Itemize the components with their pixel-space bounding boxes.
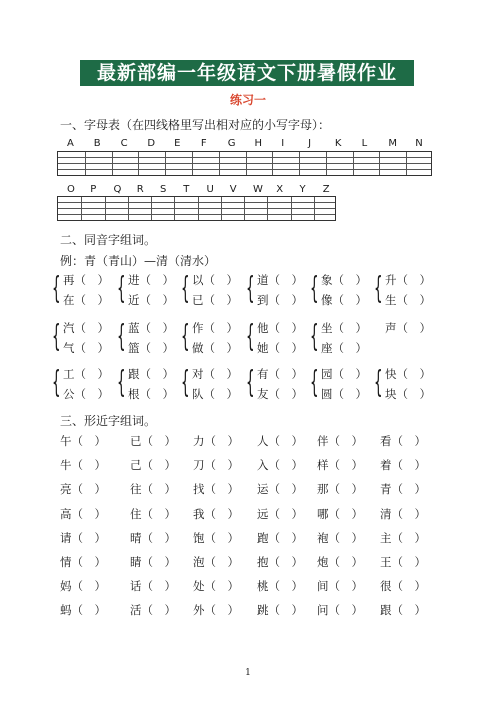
similar-char-item[interactable]: 请（ ）: [60, 530, 106, 545]
homophone-item[interactable]: 已（ ）: [192, 293, 238, 307]
homophone-item[interactable]: 在（ ）: [63, 293, 109, 307]
similar-char-item[interactable]: 我（ ）: [193, 506, 239, 521]
similar-char-item[interactable]: 亮（ ）: [60, 482, 106, 497]
homophone-item[interactable]: 块（ ）: [385, 387, 431, 401]
brace-icon: {: [117, 365, 126, 400]
similar-char-item[interactable]: 样（ ）: [317, 458, 363, 473]
similar-char-item[interactable]: 活（ ）: [130, 603, 176, 618]
homophone-item[interactable]: 公（ ）: [63, 387, 109, 401]
similar-char-item[interactable]: 看（ ）: [380, 434, 426, 448]
similar-char-item[interactable]: 睛（ ）: [130, 555, 176, 569]
homophone-item[interactable]: 到（ ）: [257, 293, 303, 307]
homophone-item[interactable]: 快（ ）: [385, 367, 431, 381]
brace-icon: {: [181, 319, 190, 354]
letter-W: W: [253, 184, 263, 195]
similar-char-item[interactable]: 桃（ ）: [257, 579, 303, 594]
letter-M: M: [388, 138, 398, 149]
similar-char-item[interactable]: 高（ ）: [60, 506, 106, 521]
similar-char-item[interactable]: 很（ ）: [380, 579, 426, 594]
similar-char-item[interactable]: 远（ ）: [257, 506, 303, 521]
homophone-item[interactable]: 圆（ ）: [321, 387, 367, 401]
letter-R: R: [136, 184, 144, 195]
letter-J: J: [308, 138, 312, 149]
brace-icon: {: [117, 319, 126, 354]
similar-char-item[interactable]: 袍（ ）: [317, 530, 363, 545]
exercise-subtitle: 练习一: [229, 93, 266, 107]
homophone-item[interactable]: 声（ ）: [385, 321, 431, 335]
letter-U: U: [206, 184, 214, 195]
letter-N: N: [415, 138, 423, 149]
similar-char-item[interactable]: 力（ ）: [193, 434, 239, 448]
similar-char-item[interactable]: 找（ ）: [193, 482, 239, 497]
similar-char-item[interactable]: 哪（ ）: [317, 506, 363, 521]
similar-char-item[interactable]: 处（ ）: [193, 579, 239, 594]
similar-char-item[interactable]: 蚂（ ）: [60, 603, 106, 618]
homophone-item[interactable]: 座（ ）: [321, 341, 367, 355]
homophone-item[interactable]: 进（ ）: [128, 273, 174, 287]
similar-char-item[interactable]: 饱（ ）: [193, 530, 239, 545]
letter-Y: Y: [299, 184, 306, 195]
section2-heading: 二、同音字组词。: [60, 233, 157, 247]
homophone-item[interactable]: 工（ ）: [63, 367, 109, 381]
letter-Z: Z: [322, 184, 330, 195]
brace-icon: {: [117, 271, 126, 306]
brace-icon: {: [246, 365, 255, 400]
similar-char-item[interactable]: 王（ ）: [380, 555, 426, 569]
brace-icon: {: [310, 271, 319, 306]
brace-icon: {: [246, 319, 255, 354]
brace-icon: {: [181, 365, 190, 400]
section1-heading: 一、字母表（在四线格里写出相对应的小写字母）：: [60, 118, 331, 132]
letter-V: V: [229, 184, 237, 195]
homophone-item[interactable]: 作（ ）: [192, 321, 238, 335]
similar-char-item[interactable]: 间（ ）: [317, 579, 363, 594]
similar-char-item[interactable]: 泡（ ）: [193, 555, 239, 569]
similar-char-item[interactable]: 主（ ）: [380, 530, 426, 545]
similar-char-item[interactable]: 炮（ ）: [317, 555, 363, 569]
homophone-item[interactable]: 道（ ）: [257, 273, 303, 287]
similar-char-item[interactable]: 抱（ ）: [257, 555, 303, 569]
letter-Q: Q: [113, 184, 122, 195]
worksheet-title: 最新部编一年级语文下册暑假作业: [80, 60, 414, 86]
similar-char-item[interactable]: 晴（ ）: [130, 530, 176, 545]
brace-icon: {: [52, 271, 61, 306]
page-number: 1: [245, 668, 251, 678]
homophone-item[interactable]: 跟（ ）: [128, 367, 174, 381]
homophone-item[interactable]: 再（ ）: [63, 273, 109, 287]
homophone-item[interactable]: 近（ ）: [128, 293, 174, 307]
similar-char-item[interactable]: 伴（ ）: [317, 434, 363, 448]
homophone-item[interactable]: 生（ ）: [385, 293, 431, 307]
homophone-item[interactable]: 他（ ）: [257, 321, 303, 335]
letter-H: H: [254, 138, 263, 149]
brace-icon: {: [310, 365, 319, 400]
similar-char-item[interactable]: 外（ ）: [193, 603, 239, 618]
similar-char-item[interactable]: 牛（ ）: [60, 458, 106, 473]
similar-char-item[interactable]: 人（ ）: [257, 434, 303, 448]
four-line-grid-1[interactable]: [57, 151, 432, 176]
similar-char-item[interactable]: 往（ ）: [130, 482, 176, 497]
brace-icon: {: [310, 319, 319, 354]
similar-char-item[interactable]: 清（ ）: [380, 506, 426, 521]
homophone-item[interactable]: 升（ ）: [385, 273, 431, 287]
homophone-item[interactable]: 汽（ ）: [63, 321, 109, 335]
homophone-item[interactable]: 篮（ ）: [128, 341, 174, 355]
homophone-item[interactable]: 队（ ）: [192, 387, 238, 401]
homophone-item[interactable]: 坐（ ）: [321, 321, 367, 335]
similar-char-item[interactable]: 跑（ ）: [257, 530, 303, 545]
brace-icon: {: [181, 271, 190, 306]
letter-F: F: [200, 138, 207, 149]
homophone-item[interactable]: 气（ ）: [63, 341, 109, 355]
letter-T: T: [183, 184, 190, 195]
homophone-item[interactable]: 友（ ）: [257, 387, 303, 401]
similar-char-item[interactable]: 运（ ）: [257, 482, 303, 497]
letter-D: D: [147, 138, 156, 149]
similar-char-item[interactable]: 己（ ）: [130, 458, 176, 473]
brace-icon: {: [374, 365, 383, 400]
brace-icon: {: [52, 365, 61, 400]
homophone-item[interactable]: 像（ ）: [321, 293, 367, 307]
brace-icon: {: [374, 271, 383, 306]
similar-char-item[interactable]: 住（ ）: [130, 506, 176, 521]
similar-char-item[interactable]: 妈（ ）: [60, 579, 106, 594]
letter-X: X: [276, 184, 284, 195]
similar-char-item[interactable]: 那（ ）: [317, 482, 363, 497]
letter-G: G: [227, 138, 236, 149]
letter-P: P: [90, 184, 97, 195]
letter-I: I: [281, 138, 285, 149]
similar-char-item[interactable]: 刀（ ）: [193, 458, 239, 473]
similar-char-item[interactable]: 跳（ ）: [257, 603, 303, 618]
letter-E: E: [174, 138, 181, 149]
homophone-item[interactable]: 对（ ）: [192, 367, 238, 381]
letter-O: O: [67, 184, 75, 195]
letter-B: B: [93, 138, 101, 149]
homophone-item[interactable]: 根（ ）: [128, 387, 174, 401]
four-line-grid-2[interactable]: [57, 196, 336, 221]
letter-L: L: [361, 138, 368, 149]
homophone-item[interactable]: 以（ ）: [192, 273, 238, 287]
similar-char-item[interactable]: 问（ ）: [317, 603, 363, 618]
letter-C: C: [120, 138, 128, 149]
homophone-item[interactable]: 蓝（ ）: [128, 321, 174, 335]
brace-icon: {: [246, 271, 255, 306]
section3-heading: 三、形近字组词。: [60, 414, 157, 428]
similar-char-item[interactable]: 跟（ ）: [380, 603, 426, 618]
similar-char-item[interactable]: 话（ ）: [130, 579, 176, 594]
homophone-item[interactable]: 做（ ）: [192, 341, 238, 355]
similar-char-item[interactable]: 青（ ）: [380, 482, 426, 497]
homophone-item[interactable]: 园（ ）: [321, 367, 367, 381]
similar-char-item[interactable]: 情（ ）: [60, 555, 106, 569]
letter-S: S: [160, 184, 167, 195]
similar-char-item[interactable]: 着（ ）: [380, 458, 426, 473]
similar-char-item[interactable]: 午（ ）: [60, 434, 106, 448]
homophone-item[interactable]: 象（ ）: [321, 273, 367, 287]
brace-icon: {: [52, 319, 61, 354]
homophone-item[interactable]: 有（ ）: [257, 367, 303, 381]
letter-A: A: [67, 138, 74, 149]
similar-char-item[interactable]: 已（ ）: [130, 434, 176, 448]
letter-K: K: [334, 138, 342, 149]
homophone-item[interactable]: 她（ ）: [257, 341, 303, 355]
homophone-example: 例：青（青山）—清（清水）: [60, 254, 217, 268]
similar-char-item[interactable]: 入（ ）: [257, 458, 303, 473]
